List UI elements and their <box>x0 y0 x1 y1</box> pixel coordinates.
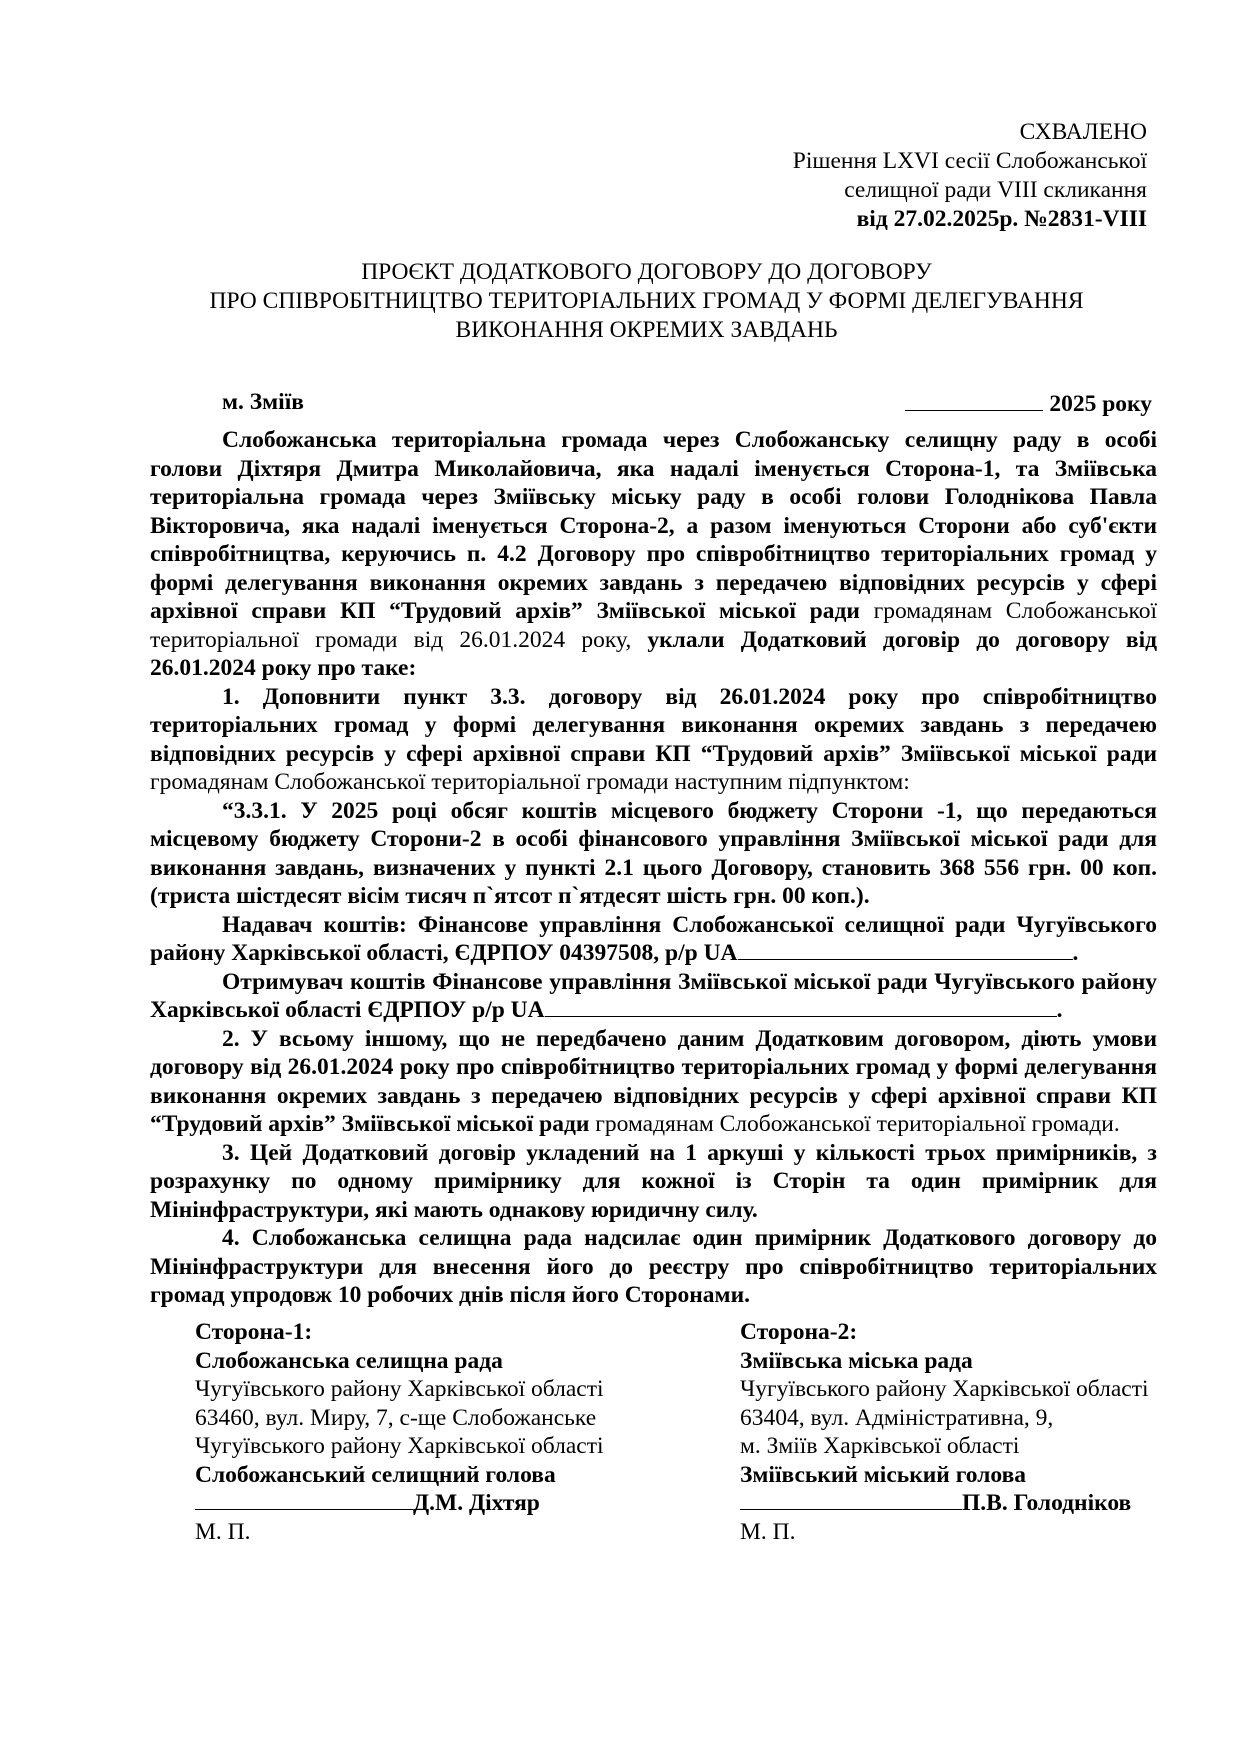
receiver-text: Отримувач коштів Фінансове управління Зміївської міської ради Чугуївського району Харківської області ЄДРПОУ р/р UA <box>150 968 1157 1023</box>
party-2-signature-line <box>740 1489 1200 1518</box>
item-1-quote-text: “3.3.1. У 2025 році обсяг коштів місцевого бюджету Сторони -1, що передаються місцевому бюджету Сторони-2 в особі фінансового управління Зміївської міської ради для виконання завдань, визначених у пункті 2.1 цього Договору, становить <box>150 797 1157 881</box>
party-2-address-3: м. Зміїв Харківської області <box>740 1433 1020 1459</box>
title-line-1: ПРОЄКТ ДОДАТКОВОГО ДОГОВОРУ ДО ДОГОВОРУ <box>361 259 932 285</box>
receiver-account-blank <box>545 996 1057 1017</box>
title-line-2: ПРО СПІВРОБІТНИЦТВО ТЕРИТОРІАЛЬНИХ ГРОМАД У ФОРМІ ДЕЛЕГУВАННЯ <box>209 288 1084 314</box>
place-date-line <box>222 388 1152 417</box>
item-4: 4. Слобожанська селищна рада надсилає один примірник Додаткового договору до Мінінфраструктури для внесення його до реєстру про співробітництво територіальних громад упродовж 10 робочих днів після його Сторонами. <box>150 1225 1157 1308</box>
place: м. Зміїв <box>222 389 304 415</box>
intro-text-2: громадянам Слобожанської територіальної громади від 26.01.2024 року, <box>150 598 1157 653</box>
party-1-signature-blank <box>195 1489 413 1510</box>
approval-line-1: СХВАЛЕНО <box>1019 119 1147 145</box>
party-1-signature-block <box>195 1318 665 1546</box>
party-2-name: Зміївська міська рада <box>740 1347 973 1374</box>
item-1-text-1: 1. Доповнити пункт 3.3. договору від 26.01.2024 року про співробітництво територіальних громад у формі делегування виконання окремих завдань з передачею відповідних ресурсів у сфері архівної справи КП “Трудовий архів” Зміївської міської ради <box>150 683 1157 767</box>
party-2-signer: П.В. Голодніков <box>962 1490 1132 1516</box>
payer-text: Надавач коштів: Фінансове управління Слобожанської селищної ради Чугуївського району Харківської області, ЄДРПОУ 04397508, р/р UA <box>150 911 1157 966</box>
approval-decision-number: від 27.02.2025р. №2831-VIII <box>856 206 1147 232</box>
party-1-stamp: М. П. <box>195 1518 251 1545</box>
party-1-address-2: 63460, вул. Миру, 7, с-ще Слобожанське <box>195 1404 597 1431</box>
approval-block <box>700 118 1147 234</box>
party-2-label: Сторона-2: <box>740 1319 858 1345</box>
contract-body <box>150 426 1157 1310</box>
item-2 <box>150 1025 1157 1139</box>
title-line-3: ВИКОНАННЯ ОКРЕМИХ ЗАВДАНЬ <box>455 317 838 343</box>
date-blank-line <box>905 388 1043 411</box>
party-1-label: Сторона-1: <box>195 1319 313 1345</box>
party-1-signer: Д.М. Діхтяр <box>413 1490 540 1516</box>
contract-date <box>905 388 1152 419</box>
party-1-name: Слобожанська селищна рада <box>195 1347 503 1374</box>
party-2-stamp: М. П. <box>740 1518 796 1545</box>
item-2-text-1: 2. У всьому іншому, що не передбачено даним Додатковим договором, діють умови договору від 26.01.2024 року про співробітництво територіальних громад у формі делегування виконання окремих завдань з передачею відповідних ресурсів у сфері архівної справи КП “Трудовий архів” Зміївської міської ради <box>150 1025 1157 1137</box>
payer-paragraph: Надавач коштів: Фінансове управління Слобожанської селищної ради Чугуївського району Харківської області, ЄДРПОУ 04397508, р/р UA . <box>150 911 1157 966</box>
intro-text-1: Слобожанська територіальна громада через Слобожанську селищну раду в особі голови Діхтяря Дмитра Миколайовича, яка надалі іменується Сторона-1, та Зміївська територіальна громада через Зміївську міську раду в особі голови Голоднікова Павла Вікторовича, яка надалі іменується Сторона-2, а разом іменуються Сторони або суб'єкти співробітництва, керуючись п. 4.2 Договору про співробітництво територіальних громад у формі делегування виконання окремих завдань з передачею відповідних ресурсів у сфері архівної справи КП “Трудовий архів” Зміївської міської ради <box>150 427 1157 624</box>
party-2-address-1: Чугуївського району Харківської області <box>740 1376 1149 1402</box>
approval-line-3: селищної ради VIII скликання <box>844 177 1147 203</box>
date-year: 2025 року <box>1049 391 1152 417</box>
item-1 <box>150 683 1157 797</box>
item-3: 3. Цей Додатковий договір укладений на 1 аркуші у кількості трьох примірників, з розрахунку по одному примірнику для кожної із Сторін та один примірник для Мінінфраструктури, які мають однакову юридичну силу. <box>150 1139 1157 1223</box>
document-title <box>148 258 1145 345</box>
approval-line-2: Рішення LXVI сесії Слобожанської <box>792 148 1147 174</box>
intro-paragraph <box>150 426 1157 683</box>
receiver-paragraph: Отримувач коштів Фінансове управління Зміївської міської ради Чугуївського району Харківської області ЄДРПОУ р/р UA . <box>150 968 1157 1023</box>
party-2-position: Зміївський міський голова <box>740 1461 1027 1488</box>
party-2-signature-block <box>740 1318 1200 1546</box>
intro-text-3: уклали Додатковий договір до договору від 26.01.2024 року про таке: <box>150 626 1157 681</box>
item-2-text-2: громадянам Слобожанської територіальної громади. <box>589 1111 1120 1137</box>
item-1-amount: 368 556 грн. 00 коп. (триста шістдесят вісім тисяч п`ятсот п`ятдесят шість грн. 00 коп.). <box>150 854 1157 909</box>
party-1-address-1: Чугуївського району Харківської області <box>195 1376 604 1402</box>
item-1-quote <box>150 797 1157 911</box>
party-2-address-2: 63404, вул. Адміністративна, 9, <box>740 1404 1054 1431</box>
party-1-signature-line <box>195 1489 665 1518</box>
item-1-text-2: громадянам Слобожанської територіальної громади наступним підпунктом: <box>150 769 910 795</box>
party-1-position: Слобожанський селищний голова <box>195 1461 556 1488</box>
payer-account-blank <box>738 939 1073 960</box>
party-2-signature-blank <box>740 1489 962 1510</box>
party-1-address-3: Чугуївського району Харківської області <box>195 1433 604 1459</box>
